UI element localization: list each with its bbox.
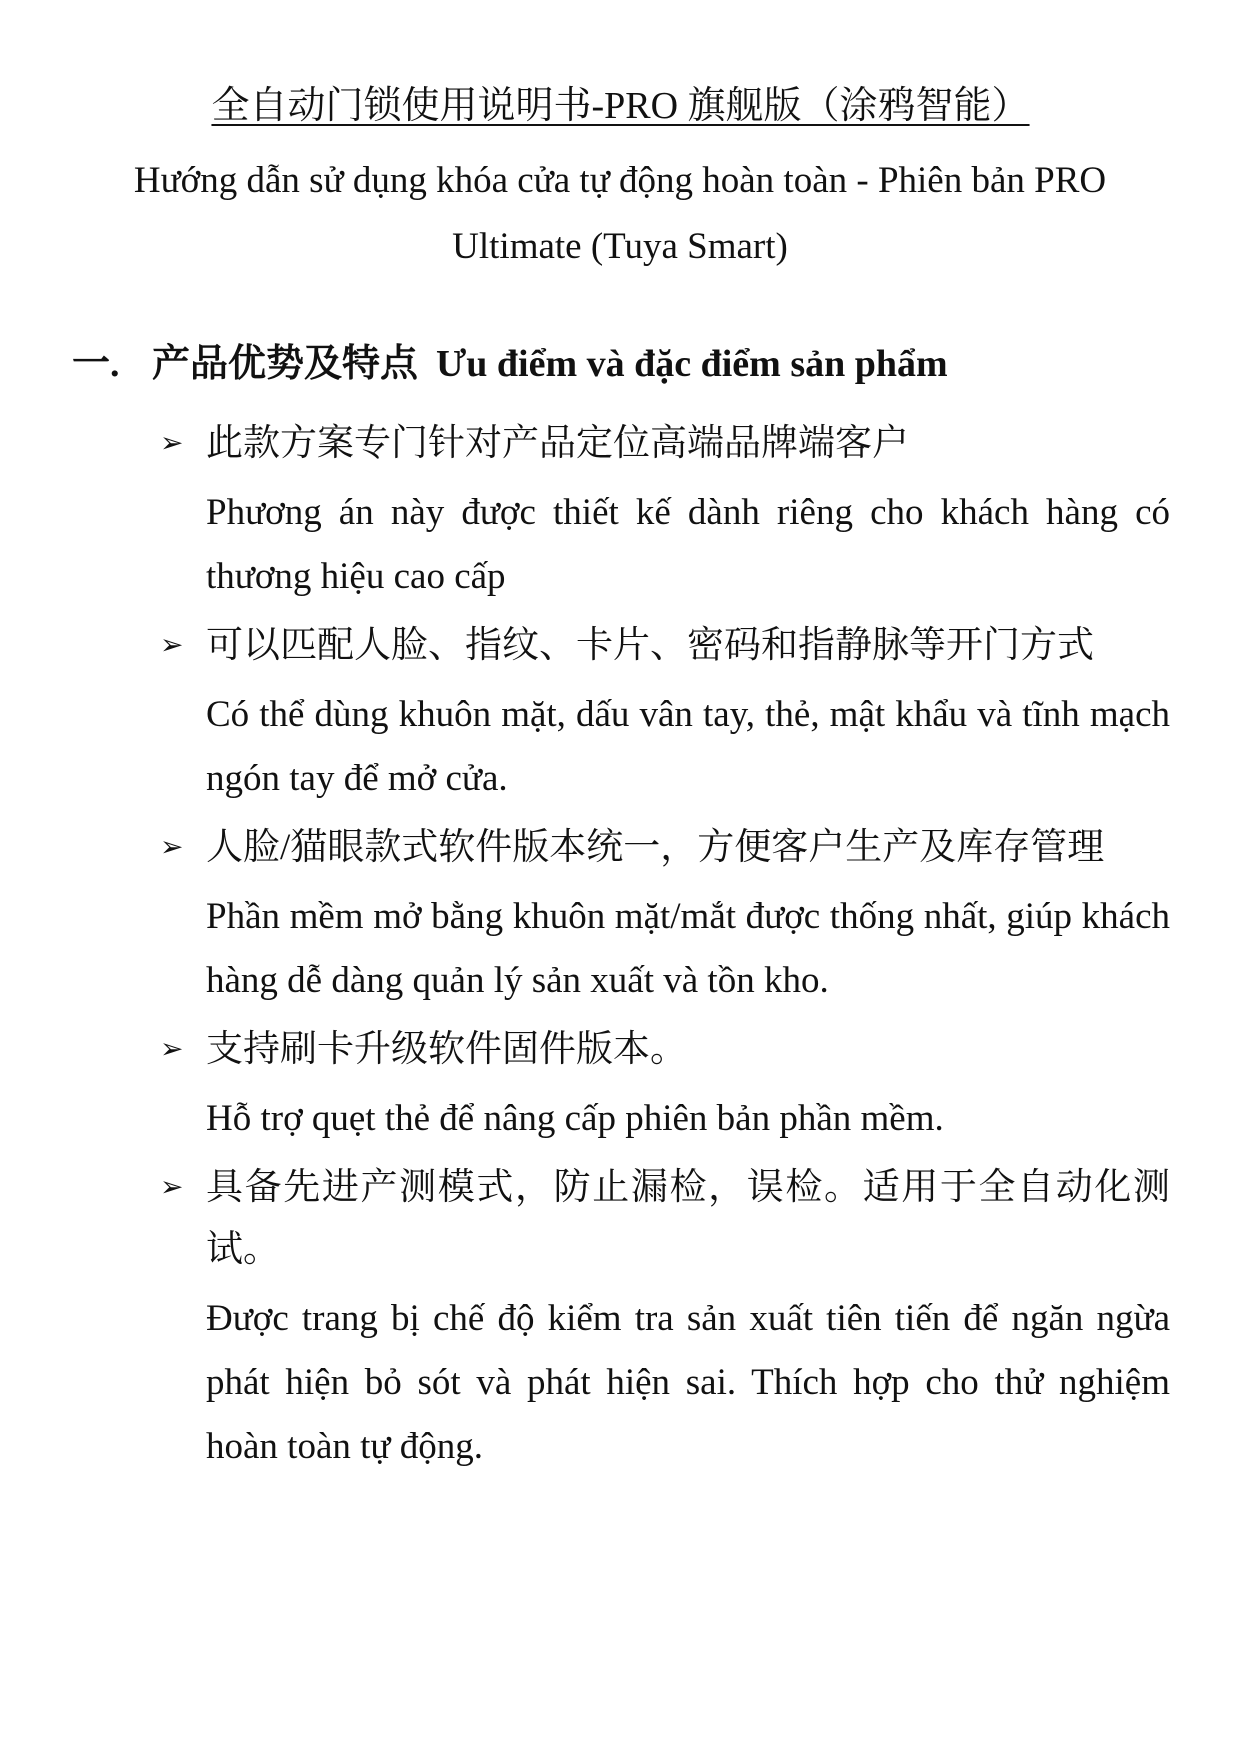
feature-text-chinese: 此款方案专门针对产品定位高端品牌端客户 — [206, 423, 909, 464]
feature-text-chinese: 支持刷卡升级软件固件版本。 — [206, 1029, 687, 1070]
feature-item — [160, 1157, 1170, 1479]
feature-text-vietnamese: Hỗ trợ quẹt thẻ để nâng cấp phiên bản phần mềm. — [206, 1098, 944, 1139]
arrow-bullet-icon: ➢ — [160, 830, 184, 863]
arrow-bullet-icon: ➢ — [160, 426, 184, 459]
section-number: 一. — [72, 343, 120, 385]
feature-text-vietnamese: Phương án này được thiết kế dành riêng cho khách hàng có thương hiệu cao cấp — [206, 492, 1170, 597]
feature-list — [160, 413, 1170, 1485]
arrow-bullet-icon: ➢ — [160, 1170, 184, 1203]
feature-text-chinese: 人脸/猫眼款式软件版本统一，方便客户生产及库存管理 — [206, 827, 1105, 868]
feature-item — [160, 615, 1170, 811]
feature-text-vietnamese: Có thể dùng khuôn mặt, dấu vân tay, thẻ, mật khẩu và tĩnh mạch ngón tay để mở cửa. — [206, 694, 1170, 799]
arrow-bullet-icon: ➢ — [160, 1032, 184, 1065]
document-title-chinese: 全自动门锁使用说明书-PRO 旗舰版（涂鸦智能） — [211, 85, 1030, 127]
section-heading — [72, 340, 1172, 388]
feature-text-vietnamese: Được trang bị chế độ kiểm tra sản xuất tiên tiến để ngăn ngừa phát hiện bỏ sót và phát hiện sai. Thích hợp cho thử nghiệm hoàn toàn tự động. — [206, 1298, 1170, 1467]
section-heading-chinese: 产品优势及特点 — [152, 343, 419, 385]
feature-text-vietnamese: Phần mềm mở bằng khuôn mặt/mắt được thống nhất, giúp khách hàng dễ dàng quản lý sản xuất và tồn kho. — [206, 896, 1170, 1001]
feature-item — [160, 1019, 1170, 1151]
feature-item — [160, 413, 1170, 609]
document-title-vietnamese: Hướng dẫn sử dụng khóa cửa tự động hoàn toàn - Phiên bản PRO Ultimate (Tuya Smart) — [133, 160, 1107, 267]
feature-text-chinese: 可以匹配人脸、指纹、卡片、密码和指静脉等开门方式 — [206, 625, 1094, 666]
feature-text-chinese: 具备先进产测模式，防止漏检，误检。适用于全自动化测试。 — [206, 1167, 1170, 1270]
feature-item — [160, 817, 1170, 1013]
arrow-bullet-icon: ➢ — [160, 628, 184, 661]
section-heading-vietnamese: Ưu điểm và đặc điểm sản phẩm — [436, 343, 948, 385]
